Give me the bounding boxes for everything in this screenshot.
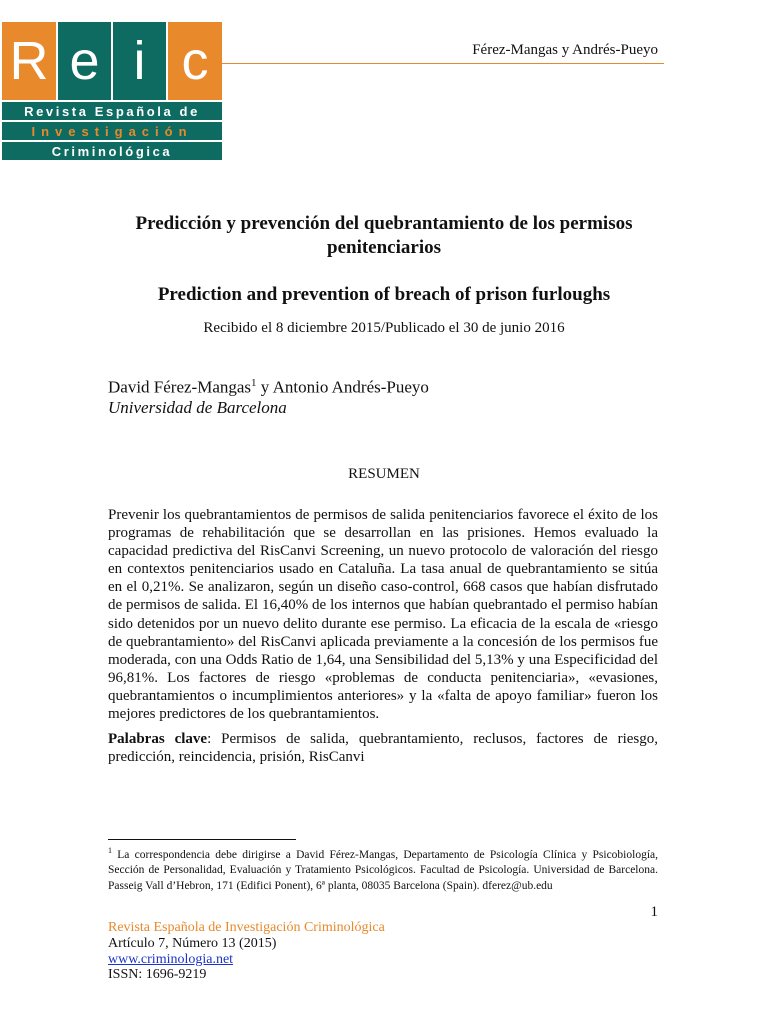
title-english: Prediction and prevention of breach of prison furloughs xyxy=(157,284,611,305)
logo-line-criminologica: Criminológica xyxy=(2,142,222,160)
authors-line xyxy=(108,377,429,398)
keywords xyxy=(108,730,658,766)
title-spanish-line1: Predicción y prevención del quebrantamiento de los permisos xyxy=(135,213,633,234)
logo-letter-e: e xyxy=(58,22,111,100)
journal-logo xyxy=(2,22,222,158)
header-rule xyxy=(222,63,664,64)
resumen-heading: RESUMEN xyxy=(348,466,420,482)
journal-url-link[interactable]: www.criminologia.net xyxy=(108,951,234,967)
page-number: 1 xyxy=(650,904,658,920)
author-rest: y Antonio Andrés-Pueyo xyxy=(256,377,429,397)
keywords-text: : Permisos de salida, quebrantamiento, reclusos, factores de riesgo, predicción, reincidencia, prisión, RisCanvi xyxy=(108,731,658,765)
journal-name: Revista Española de Investigación Criminológica xyxy=(108,920,385,935)
logo-letters xyxy=(2,22,222,100)
journal-issn: ISSN: 1696-9219 xyxy=(108,967,207,983)
logo-line-investigacion: Investigación xyxy=(2,122,222,140)
keywords-label: Palabras clave xyxy=(108,731,208,747)
title-spanish xyxy=(100,212,668,260)
footnote-text: La correspondencia debe dirigirse a David Férez-Mangas, Departamento de Psicología Clínica y Psicobiología, Sección de Personalidad, Evaluación y Tratamiento Psicológicos. Facultad de Psicología. Universidad de Barcelona. Passeig Vall d’Hebron, 171 (Edifici Ponent), 6ª planta, 08035 Barcelona (Spain). dferez@ub.edu xyxy=(108,848,658,892)
affiliation: Universidad de Barcelona xyxy=(108,398,287,417)
logo-letter-r: R xyxy=(2,22,56,100)
journal-article: Artículo 7, Número 13 (2015) xyxy=(108,935,277,951)
received-published-dates: Recibido el 8 diciembre 2015/Publicado el 30 de junio 2016 xyxy=(203,320,565,336)
author-first: David Férez-Mangas xyxy=(108,377,252,397)
abstract-text: Prevenir los quebrantamientos de permisos de salida penitenciarios favorece el éxito de los programas de rehabilitación que se desarrollan en las prisiones. Hemos evaluado la capacidad predictiva del RisCanvi Screening, un nuevo protocolo de valoración del riesgo en contextos penitenciarios usado en Cataluña. La tasa anual de quebrantamiento se sitúa en el 0,21%. Se analizaron, según un diseño caso-control, 668 casos que habían disfrutado de permisos de salida. El 16,40% de los internos que habían quebrantado el permiso habían sido detenidos por un nuevo delito durante ese permiso. La eficacia de la escala de «riesgo de quebrantamiento» del RisCanvi aplicada previamente a la concesión de los permisos fue moderada, con una Odds Ratio de 1,64, una Sensibilidad del 5,13% y una Especificidad del 96,81%. Los factores de riesgo «problemas de conducta penitenciaria», «evasiones, quebrantamientos o incumplimientos anteriores» y la «falta de apoyo familiar» fueron los mejores predictores de los quebrantamientos. xyxy=(108,507,658,723)
footnote-marker: 1 xyxy=(251,377,257,389)
footnote xyxy=(108,843,658,894)
footnote-number: 1 xyxy=(108,846,112,855)
logo-line-revista: Revista Española de xyxy=(2,102,222,120)
running-head: Férez-Mangas y Andrés-Pueyo xyxy=(472,42,658,58)
title-spanish-line2: penitenciarios xyxy=(327,237,441,258)
footnote-rule xyxy=(108,839,296,840)
logo-letter-c: c xyxy=(168,22,222,100)
logo-letter-i: i xyxy=(113,22,166,100)
journal-info xyxy=(108,920,385,983)
